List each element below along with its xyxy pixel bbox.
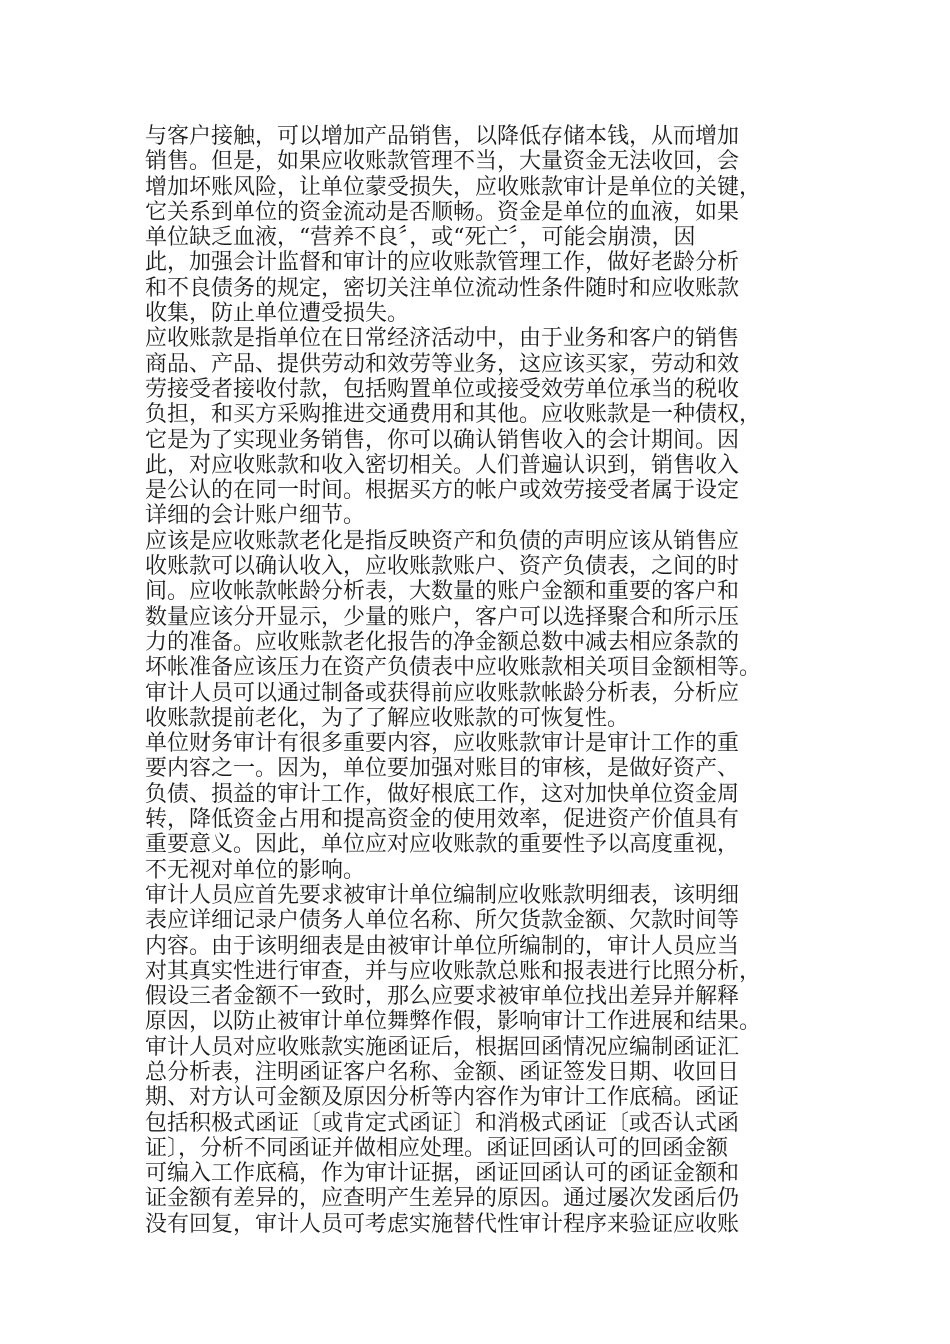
text-line: 转，降低资金占用和提高资金的使用效率，促进资产价值具有 (145, 807, 740, 833)
text-line: 对其真实性进行审查，并与应收账款总账和报表进行比照分析， (145, 958, 762, 984)
text-line: 负债、损益的审计工作，做好根底工作，这对加快单位资金周 (145, 781, 740, 807)
body-paragraph (145, 326, 805, 528)
body-paragraph (145, 1035, 805, 1237)
text-line: 单位财务审计有很多重要内容，应收账款审计是审计工作的重 (145, 731, 740, 757)
text-line: 它是为了实现业务销售，你可以确认销售收入的会计期间。因 (145, 427, 740, 453)
text-line: 劳接受者接收付款，包括购置单位或接受效劳单位承当的税收 (145, 376, 740, 402)
document-page (145, 124, 805, 1237)
text-line: 商品、产品、提供劳动和效劳等业务，这应该买家，劳动和效 (145, 351, 740, 377)
text-line: 此，加强会计监督和审计的应收账款管理工作，做好老龄分析 (145, 250, 740, 276)
text-line: 收账款可以确认收入，应收账款账户、资产负债表，之间的时 (145, 554, 740, 580)
text-line: 可编入工作底稿，作为审计证据，函证回函认可的函证金额和 (145, 1161, 740, 1187)
text-line: 没有回复，审计人员可考虑实施替代性审计程序来验证应收账 (145, 1211, 740, 1237)
text-line: 重要意义。因此，单位应对应收账款的重要性予以高度重视， (145, 832, 740, 858)
text-line: 详细的会计账户细节。 (145, 503, 366, 529)
text-line: 不无视对单位的影响。 (145, 857, 366, 883)
text-line: 是公认的在同一时间。根据买方的帐户或效劳接受者属于设定 (145, 478, 740, 504)
text-line: 内容。由于该明细表是由被审计单位所编制的，审计人员应当 (145, 933, 740, 959)
text-line: 负担，和买方采购推进交通费用和其他。应收账款是一种债权， (145, 402, 762, 428)
body-paragraph (145, 731, 805, 883)
text-line: 间。应收帐款帐龄分析表，大数量的账户金额和重要的客户和 (145, 579, 740, 605)
text-line: 应该是应收账款老化是指反映资产和负债的声明应该从销售应 (145, 528, 740, 554)
text-line: 收账款提前老化，为了了解应收账款的可恢复性。 (145, 705, 630, 731)
text-line: 假设三者金额不一致时，那么应要求被审单位找出差异并解释 (145, 984, 740, 1010)
text-line: 总分析表，注明函证客户名称、金额、函证签发日期、收回日 (145, 1059, 740, 1085)
text-line: 原因，以防止被审计单位舞弊作假，影响审计工作进展和结果。 (145, 1009, 762, 1035)
text-line: 坏帐准备应该压力在资产负债表中应收账款相关项目金额相等。 (145, 655, 762, 681)
text-line: 数量应该分开显示，少量的账户，客户可以选择聚合和所示压 (145, 604, 740, 630)
text-line: 它关系到单位的资金流动是否顺畅。资金是单位的血液，如果 (145, 199, 740, 225)
text-line: 审计人员可以通过制备或获得前应收账款帐龄分析表，分析应 (145, 680, 740, 706)
body-paragraph (145, 883, 805, 1035)
text-line: 证金额有差异的，应查明产生差异的原因。通过屡次发函后仍 (145, 1186, 740, 1212)
text-line: 表应详细记录户债务人单位名称、所欠货款金额、欠款时间等 (145, 908, 740, 934)
text-line: 力的准备。应收账款老化报告的净金额总数中减去相应条款的 (145, 629, 740, 655)
text-line: 包括积极式函证〔或肯定式函证〕和消极式函证〔或否认式函 (145, 1110, 740, 1136)
text-line: 单位缺乏血液，“营养不良〞，或“死亡〞，可能会崩溃，因 (145, 225, 696, 251)
text-line: 收集，防止单位遭受损失。 (145, 301, 410, 327)
text-line: 增加坏账风险，让单位蒙受损失，应收账款审计是单位的关键， (145, 174, 762, 200)
text-line: 与客户接触，可以增加产品销售，以降低存储本钱，从而增加 (145, 124, 740, 149)
body-paragraph (145, 529, 805, 731)
text-line: 应收账款是指单位在日常经济活动中，由于业务和客户的销售 (145, 326, 740, 352)
text-line: 要内容之一。因为，单位要加强对账目的审核，是做好资产、 (145, 756, 740, 782)
text-line: 销售。但是，如果应收账款管理不当，大量资金无法收回，会 (145, 149, 740, 175)
text-line: 审计人员对应收账款实施函证后，根据回函情况应编制函证汇 (145, 1034, 740, 1060)
text-line: 此，对应收账款和收入密切相关。人们普遍认识到，销售收入 (145, 452, 740, 478)
body-paragraph (145, 124, 805, 326)
text-line: 证〕，分析不同函证并做相应处理。函证回函认可的回函金额 (145, 1135, 729, 1161)
text-line: 审计人员应首先要求被审计单位编制应收账款明细表，该明细 (145, 882, 740, 908)
text-line: 和不良债务的规定，密切关注单位流动性条件随时和应收账款 (145, 275, 740, 301)
text-line: 期、对方认可金额及原因分析等内容作为审计工作底稿。函证 (145, 1085, 740, 1111)
